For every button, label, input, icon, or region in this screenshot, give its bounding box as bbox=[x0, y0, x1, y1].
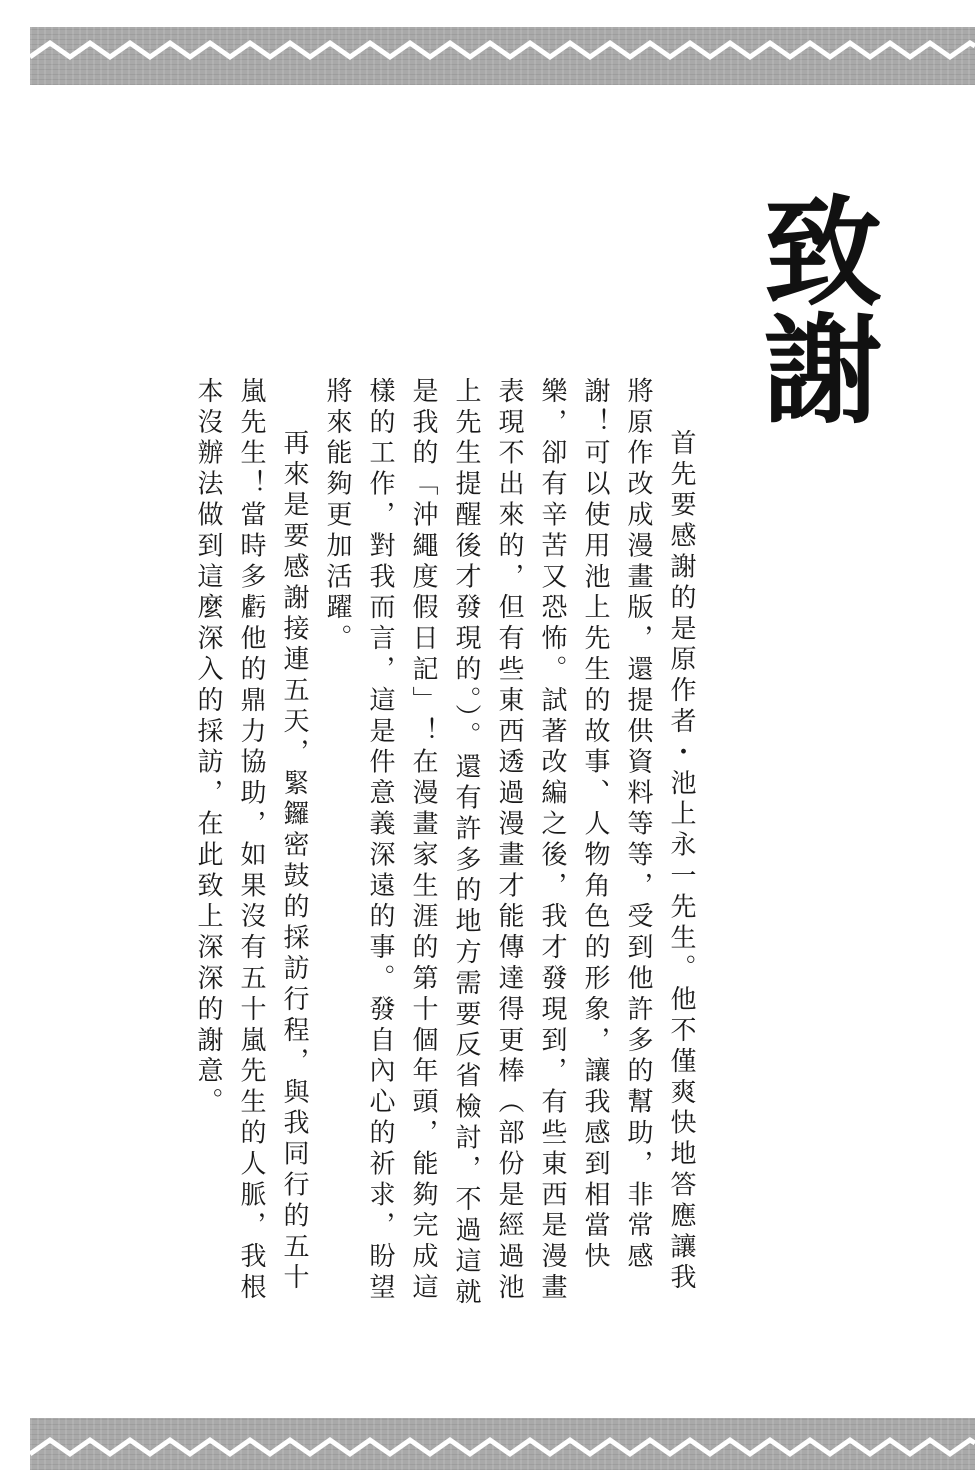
page-title: 致謝 bbox=[744, 190, 883, 426]
paragraph-2: 再來是要感謝接連五天，緊鑼密鼓的採訪行程，與我同行的五十嵐先生！當時多虧他的鼎力協助，如果沒有五十嵐先生的人脈，我根本沒辦法做到這麼深入的採訪，在此致上深深的謝意。 bbox=[193, 377, 309, 1304]
zigzag-line-bottom bbox=[30, 1432, 975, 1462]
body-text bbox=[186, 377, 702, 1317]
zigzag-line-top bbox=[30, 35, 975, 65]
bottom-zigzag-border bbox=[30, 1418, 975, 1470]
paragraph-1: 首先要感謝的是原作者・池上永一先生。他不僅爽快地答應讓我將原作改成漫畫版，還提供資料等等，受到他許多的幫助，非常感謝！可以使用池上先生的故事、人物角色的形象，讓我感到相當快樂，卻有辛苦又恐怖。試著改編之後，我才發現到，有些東西是漫畫表現不出來的，但有些東西透過漫畫才能傳達得更棒（部份是經過池上先生提醒後才發現的。）。還有許多的地方需要反省檢討，不過這就是我的「沖繩度假日記」！在漫畫家生涯的第十個年頭，能夠完成這樣的工作，對我而言，這是件意義深遠的事。發自內心的祈求，盼望將來能夠更加活躍。 bbox=[322, 377, 696, 1309]
top-zigzag-border bbox=[30, 27, 975, 85]
